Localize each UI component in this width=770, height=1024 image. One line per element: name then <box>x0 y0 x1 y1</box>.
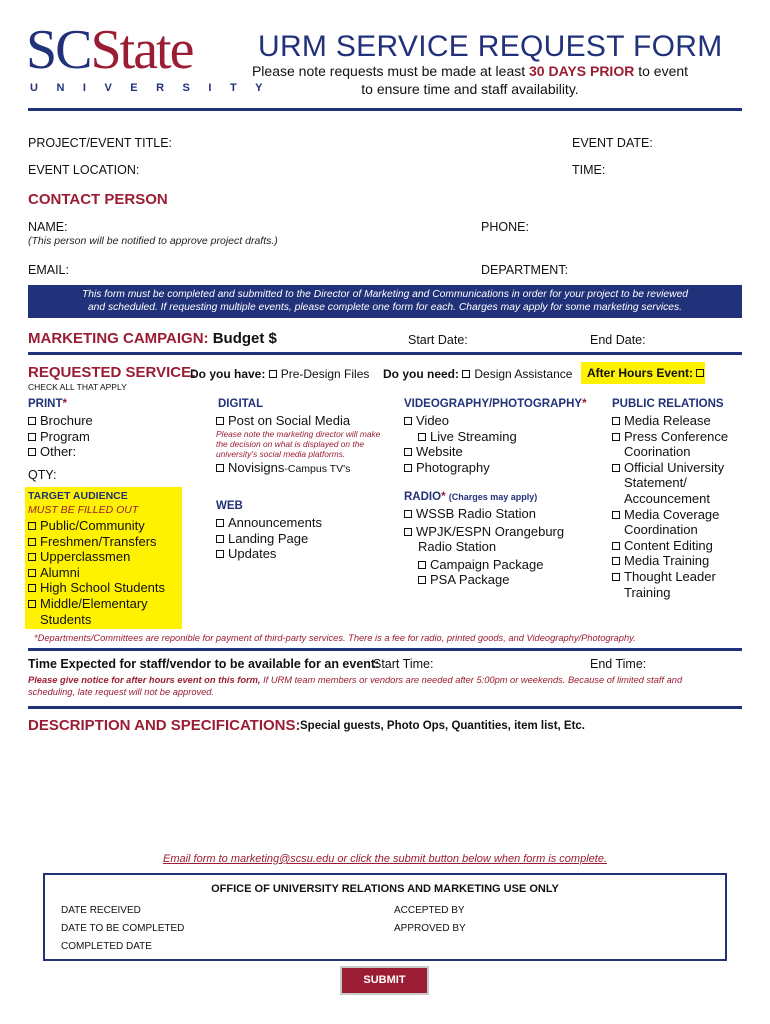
subtitle-pre: Please note requests must be made at least <box>251 63 530 79</box>
pr-checkbox[interactable] <box>612 511 620 519</box>
email-instruction-link[interactable]: Email form to marketing@scsu.edu or click the submit button below when form is complete. <box>162 853 607 865</box>
pr-item[interactable] <box>612 429 728 445</box>
campaign-end-label: End Date: <box>590 333 646 347</box>
pr-item-continued <box>612 522 728 538</box>
contact-phone-label: PHONE: <box>481 220 529 234</box>
campaign-start-label: Start Date: <box>408 333 468 347</box>
pre-design-label: Pre-Design Files <box>280 367 370 381</box>
video-heading <box>404 398 587 410</box>
digital-heading: DIGITAL <box>218 398 264 410</box>
office-use-box <box>43 873 727 961</box>
pr-item-label: Official University <box>624 459 725 475</box>
radio-heading-text: RADIO <box>404 491 442 503</box>
pr-item-label: Thought Leader <box>624 568 716 584</box>
pr-item[interactable] <box>612 507 728 523</box>
middle-elementary-checkbox[interactable] <box>28 600 36 608</box>
public-checkbox[interactable] <box>28 522 36 530</box>
completed-date-label: COMPLETED DATE <box>61 941 152 952</box>
pr-item[interactable] <box>612 569 728 585</box>
wssb-label: WSSB Radio Station <box>416 506 536 521</box>
pre-design-checkbox[interactable] <box>269 370 277 378</box>
pr-item[interactable] <box>612 553 728 569</box>
time-expected-label: Time Expected for staff/vendor to be available for an event: <box>28 657 380 671</box>
print-item[interactable] <box>28 444 93 460</box>
high-school-checkbox[interactable] <box>28 584 36 592</box>
website-label: Website <box>416 444 463 460</box>
page-title: URM SERVICE REQUEST FORM <box>258 30 723 63</box>
updates-label: Updates <box>228 546 277 562</box>
target-item[interactable] <box>28 534 165 550</box>
pr-item-label: Press Conference <box>624 428 729 444</box>
time-label: TIME: <box>572 163 606 177</box>
psa-package-item[interactable] <box>404 572 564 588</box>
design-assist-checkbox[interactable] <box>462 370 470 378</box>
video-star: * <box>582 398 587 410</box>
radio-star: * <box>441 491 446 503</box>
pr-checkbox[interactable] <box>612 417 620 425</box>
psa-package-checkbox[interactable] <box>418 576 426 584</box>
novisigns-item[interactable] <box>216 460 350 478</box>
time-expected-end-label: End Time: <box>590 657 647 671</box>
you-need-row <box>383 367 572 381</box>
high-school-label: High School Students <box>40 580 166 596</box>
public-label: Public/Community <box>40 518 145 533</box>
target-list <box>28 518 165 627</box>
photography-label: Photography <box>416 459 490 475</box>
time-divider <box>28 706 742 709</box>
web-item[interactable] <box>216 546 322 562</box>
novisigns-checkbox[interactable] <box>216 464 224 472</box>
target-item-continued <box>28 612 165 628</box>
students-label: Students <box>40 611 92 627</box>
brochure-label: Brochure <box>40 413 93 428</box>
photography-checkbox[interactable] <box>404 464 412 472</box>
announcements-label: Announcements <box>228 515 322 530</box>
radio-heading <box>404 491 537 503</box>
upperclassmen-checkbox[interactable] <box>28 553 36 561</box>
pr-item[interactable] <box>612 460 728 476</box>
novisigns-sub-label: -Campus TV's <box>284 463 351 475</box>
other-label: Other: <box>40 444 77 460</box>
design-assist-label: Design Assistance <box>474 367 573 381</box>
header-divider <box>28 108 742 111</box>
campaign-divider <box>28 352 742 355</box>
pr-checkbox[interactable] <box>612 557 620 565</box>
after-hours-notice-line-2: scheduling, late request will not be approved. <box>28 687 215 697</box>
alumni-label: Alumni <box>40 564 80 580</box>
radio-charges-note: (Charges may apply) <box>448 492 538 502</box>
wpjk-item[interactable] <box>404 524 564 540</box>
contact-department-label: DEPARTMENT: <box>481 263 569 277</box>
after-hours-notice-line-1 <box>28 674 682 686</box>
pr-list <box>612 413 728 600</box>
campaign-heading-text: MARKETING CAMPAIGN: <box>28 330 209 347</box>
pr-checkbox[interactable] <box>612 433 620 441</box>
middle-elementary-label: Middle/Elementary <box>40 595 148 611</box>
program-checkbox[interactable] <box>28 433 36 441</box>
campaign-package-item[interactable] <box>404 557 564 573</box>
social-media-note <box>216 430 380 459</box>
pr-checkbox[interactable] <box>612 542 620 550</box>
pr-item-label: Coorination <box>624 444 691 460</box>
notice-line-2: and scheduled. If requesting multiple events, please complete one form for each. Charges may apply for some marketing services. <box>87 301 683 313</box>
contact-email-label: EMAIL: <box>28 263 69 277</box>
logo-state-text: State <box>90 19 193 81</box>
pr-item-label: Accouncement <box>624 490 710 506</box>
wpjk-item-continued <box>404 539 564 555</box>
social-note-line-2: the decision on what is displayed on the <box>216 438 365 449</box>
updates-checkbox[interactable] <box>216 550 224 558</box>
video-item[interactable] <box>404 413 517 429</box>
target-audience-box <box>25 487 182 629</box>
web-heading: WEB <box>216 500 243 512</box>
photography-item[interactable] <box>404 460 517 476</box>
pr-item[interactable] <box>612 413 728 429</box>
wpjk-label-continued: Radio Station <box>418 539 497 555</box>
after-hours-label: After Hours Event: <box>587 366 694 380</box>
web-item[interactable] <box>216 515 322 531</box>
web-item[interactable] <box>216 531 322 547</box>
qty-label: QTY: <box>28 468 57 482</box>
target-note: MUST BE FILLED OUT <box>28 504 139 516</box>
contact-heading: CONTACT PERSON <box>28 191 168 208</box>
payment-footnote: *Departments/Committees are reponible for payment of third-party services. There is a fee for radio, printed goods, and Videography/Photography. <box>34 633 636 643</box>
accepted-by-label: ACCEPTED BY <box>394 905 465 916</box>
video-checkbox[interactable] <box>404 417 412 425</box>
live-streaming-checkbox[interactable] <box>418 433 426 441</box>
you-have-row <box>190 367 369 381</box>
description-subheading: Special guests, Photo Ops, Quantities, item list, Etc. <box>300 720 586 732</box>
psa-package-label: PSA Package <box>430 572 510 588</box>
pr-item-label: Coordination <box>624 522 698 538</box>
wssb-item[interactable] <box>404 506 564 522</box>
live-streaming-item[interactable] <box>404 429 517 445</box>
after-hours-notice-rest: If URM team members or vendors are needed after 5:00pm or weekends. Because of limited staff and <box>260 675 683 685</box>
video-heading-text: VIDEOGRAPHY/PHOTOGRAPHY <box>404 398 583 410</box>
footnote-divider <box>28 648 742 651</box>
target-item[interactable] <box>28 518 165 534</box>
print-heading-text: PRINT <box>28 398 63 410</box>
campaign-package-label: Campaign Package <box>430 556 544 572</box>
pr-checkbox[interactable] <box>612 573 620 581</box>
after-hours-notice <box>28 674 682 698</box>
social-media-label: Post on Social Media <box>228 413 351 428</box>
budget-label: Budget $ <box>212 330 277 347</box>
target-item[interactable] <box>28 580 165 596</box>
brochure-checkbox[interactable] <box>28 417 36 425</box>
subtitle-bold: 30 DAYS PRIOR <box>529 63 635 79</box>
pr-item-continued <box>612 585 728 601</box>
after-hours-highlight <box>581 362 705 384</box>
event-date-label: EVENT DATE: <box>572 136 653 150</box>
pr-item-label: Media Coverage <box>624 506 720 522</box>
after-hours-checkbox[interactable] <box>696 369 704 377</box>
approved-by-label: APPROVED BY <box>394 923 466 934</box>
alumni-checkbox[interactable] <box>28 569 36 577</box>
video-list <box>404 413 517 475</box>
requested-heading: REQUESTED SERVICE: <box>28 364 197 381</box>
live-streaming-label: Live Streaming <box>430 428 517 444</box>
notice-line-1: This form must be completed and submitted to the Director of Marketing and Communications in order for your project to be reviewed <box>81 289 689 300</box>
social-media-item[interactable] <box>216 413 350 429</box>
date-received-label: DATE RECEIVED <box>61 905 141 916</box>
logo-university-text: UNIVERSITY <box>30 82 282 94</box>
project-title-label: PROJECT/EVENT TITLE: <box>28 136 173 150</box>
date-to-complete-label: DATE TO BE COMPLETED <box>61 923 185 934</box>
target-item[interactable] <box>28 565 165 581</box>
freshmen-label: Freshmen/Transfers <box>40 533 157 549</box>
pr-item-label: Content Editing <box>624 537 713 553</box>
video-label: Video <box>416 413 450 428</box>
pr-item[interactable] <box>612 538 728 554</box>
social-note-line-1: Please note the marketing director will make <box>216 429 381 439</box>
wssb-checkbox[interactable] <box>404 510 412 518</box>
social-note-line-3: university's social media platforms. <box>216 448 346 459</box>
pr-item-continued <box>612 475 728 491</box>
logo-sc-text: SC <box>26 19 91 81</box>
landing-page-label: Landing Page <box>228 530 309 546</box>
logo <box>26 19 193 81</box>
wpjk-checkbox[interactable] <box>404 528 412 536</box>
web-list <box>216 515 322 562</box>
contact-name-label: NAME: <box>28 220 68 234</box>
target-heading: TARGET AUDIENCE <box>28 490 128 502</box>
event-location-label: EVENT LOCATION: <box>28 163 140 177</box>
form-notice-banner <box>28 285 742 318</box>
target-item[interactable] <box>28 596 165 612</box>
after-hours-notice-bold: Please give notice for after hours event on this form, <box>28 675 261 685</box>
campaign-package-checkbox[interactable] <box>418 561 426 569</box>
subtitle-post: to event to ensure time and staff availability. <box>361 63 689 97</box>
pr-item-label: Media Training <box>624 553 710 569</box>
target-item[interactable] <box>28 549 165 565</box>
description-heading: DESCRIPTION AND SPECIFICATIONS: <box>28 717 301 734</box>
website-checkbox[interactable] <box>404 448 412 456</box>
print-star: * <box>62 398 67 410</box>
submit-button[interactable]: SUBMIT <box>340 966 429 995</box>
print-heading <box>28 398 67 410</box>
office-use-title: OFFICE OF UNIVERSITY RELATIONS AND MARKETING USE ONLY <box>211 883 559 895</box>
print-item[interactable] <box>28 429 93 445</box>
pr-heading: PUBLIC RELATIONS <box>612 398 724 410</box>
you-need-label: Do you need: <box>383 367 460 381</box>
upperclassmen-label: Upperclassmen <box>40 549 131 565</box>
announcements-checkbox[interactable] <box>216 519 224 527</box>
social-media-checkbox[interactable] <box>216 417 224 425</box>
landing-page-checkbox[interactable] <box>216 535 224 543</box>
pr-item-label: Statement/ <box>624 475 687 491</box>
time-expected-start-label: Start Time: <box>373 657 434 671</box>
page-subtitle <box>250 62 690 98</box>
other-checkbox[interactable] <box>28 448 36 456</box>
you-have-label: Do you have: <box>190 367 266 381</box>
check-all-note: CHECK ALL THAT APPLY <box>28 382 127 392</box>
pr-item-continued <box>612 491 728 507</box>
novisigns-label: Novisigns <box>228 460 285 475</box>
program-label: Program <box>40 428 90 444</box>
print-list <box>28 413 93 460</box>
radio-list <box>404 506 564 588</box>
website-item[interactable] <box>404 444 517 460</box>
pr-item-continued <box>612 444 728 460</box>
pr-item-label: Media Release <box>624 413 711 428</box>
contact-name-note: (This person will be notified to approve project drafts.) <box>28 235 278 247</box>
wpjk-label: WPJK/ESPN Orangeburg <box>416 523 565 539</box>
pr-item-label: Training <box>624 584 671 600</box>
pr-checkbox[interactable] <box>612 464 620 472</box>
campaign-heading <box>28 330 277 347</box>
freshmen-checkbox[interactable] <box>28 538 36 546</box>
print-item[interactable] <box>28 413 93 429</box>
